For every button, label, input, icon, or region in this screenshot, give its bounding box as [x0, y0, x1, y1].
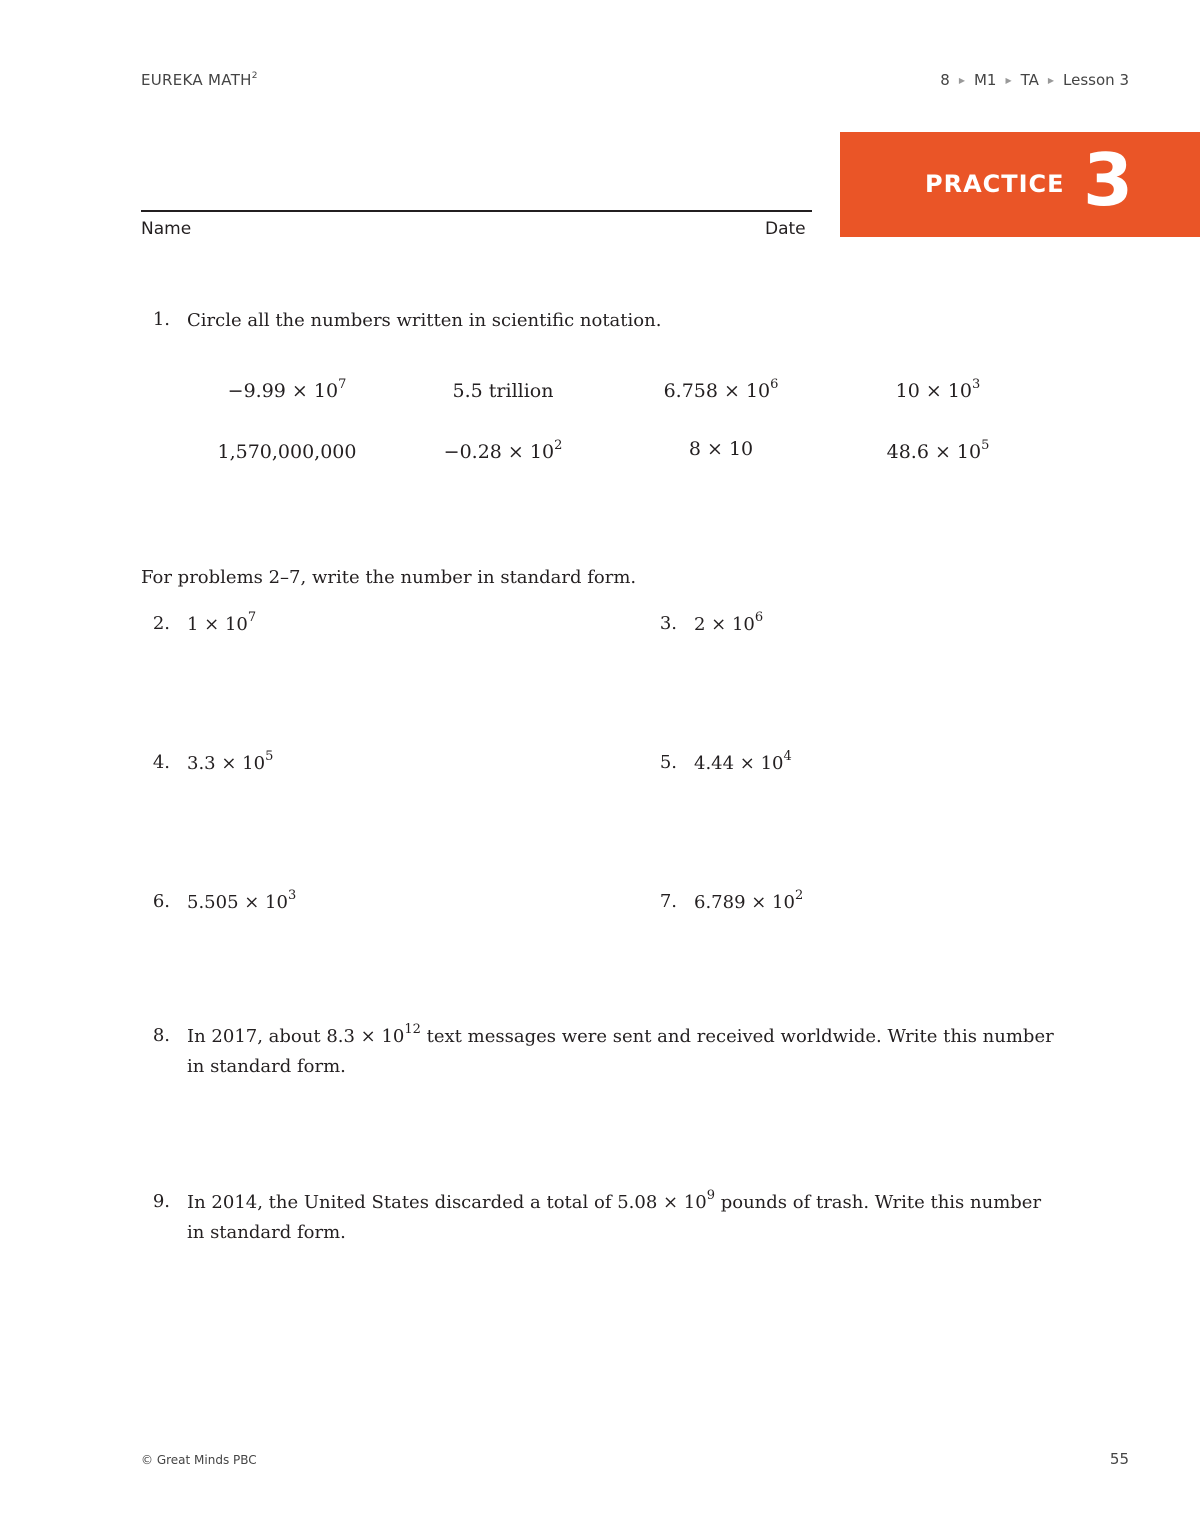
problem-expression: $3.3 \times 10^5$ — [187, 749, 274, 774]
breadcrumb-module: M1 — [973, 71, 997, 89]
problem-expression: $6.789 \times 10^2$ — [694, 888, 804, 913]
problem-number: 5. — [659, 752, 677, 773]
breadcrumb-topic: TA — [1020, 71, 1039, 89]
practice-number: 3 — [1083, 138, 1134, 222]
practice-banner — [840, 132, 1200, 237]
choice-option[interactable]: $48.6 \times 10^5$ — [886, 437, 990, 463]
problem-expression: $2 \times 10^6$ — [694, 610, 764, 635]
name-date-line[interactable] — [141, 210, 812, 212]
problem-text-continued: in standard form. — [187, 1222, 346, 1243]
choice-option[interactable]: $10 \times 10^3$ — [895, 376, 981, 402]
date-label: Date — [765, 219, 806, 239]
page-number: 55 — [1109, 1450, 1129, 1468]
chevron-right-icon: ▶ — [1005, 75, 1012, 85]
problem-number: 8. — [152, 1025, 170, 1046]
problem-number: 3. — [659, 613, 677, 634]
practice-label: PRACTICE — [925, 170, 1065, 198]
problem-number: 2. — [152, 613, 170, 634]
problem-expression: $4.44 \times 10^4$ — [694, 749, 792, 774]
chevron-right-icon: ▶ — [1047, 75, 1055, 85]
brand-title: EUREKA MATH$^2$ — [141, 71, 258, 89]
problem-text-continued: in standard form. — [187, 1056, 346, 1077]
problem-expression: $1 \times 10^7$ — [187, 610, 257, 635]
choice-option[interactable]: $-9.99 \times 10^7$ — [227, 376, 347, 402]
problem-number: 4. — [152, 752, 170, 773]
instruction-text: For problems 2–7, write the number in standard form. — [141, 567, 637, 588]
choice-option[interactable]: 1,570,000,000 — [217, 441, 357, 463]
choice-option[interactable]: 8 × 10 — [688, 438, 754, 460]
choice-option[interactable]: $-0.28 \times 10^2$ — [443, 437, 563, 463]
chevron-right-icon: ▶ — [958, 75, 965, 85]
problem-number: 7. — [659, 891, 677, 912]
problem-number: 1. — [152, 309, 170, 330]
problem-number: 9. — [152, 1191, 170, 1212]
name-label: Name — [141, 219, 192, 239]
copyright: © Great Minds PBC — [141, 1453, 257, 1467]
breadcrumb-grade: 8 — [940, 71, 950, 89]
problem-number: 6. — [152, 891, 170, 912]
choice-option[interactable]: $6.758 \times 10^6$ — [663, 376, 779, 402]
breadcrumb — [940, 71, 1129, 89]
problem-text: In 2017, about $8.3 \times 10^{12}$ text messages were sent and received worldwide. Write this number — [187, 1022, 1054, 1047]
problem-text: In 2014, the United States discarded a total of $5.08 \times 10^9$ pounds of trash. Write this number — [187, 1188, 1042, 1213]
breadcrumb-lesson: Lesson 3 — [1063, 71, 1129, 89]
problem-expression: $5.505 \times 10^3$ — [187, 888, 297, 913]
problem-text: Circle all the numbers written in scientific notation. — [187, 310, 662, 331]
choice-option[interactable]: 5.5 trillion — [452, 380, 554, 402]
